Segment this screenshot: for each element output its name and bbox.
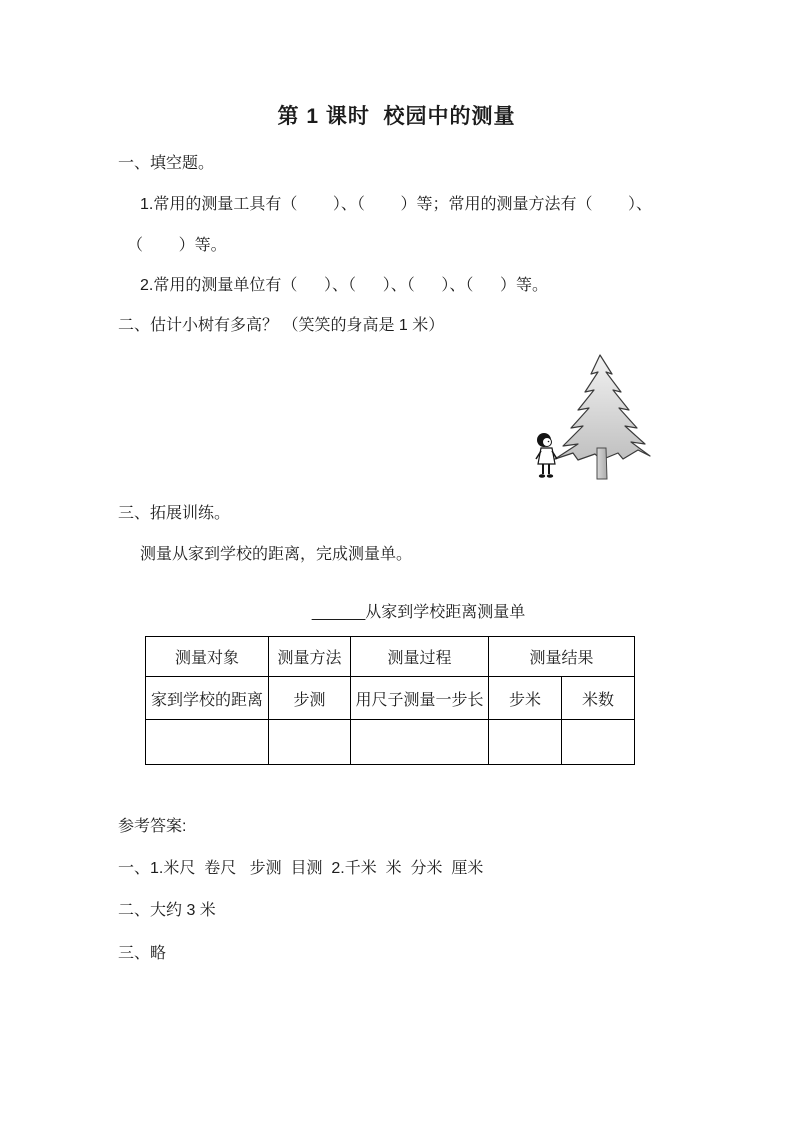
header-cell-object: 测量对象 [146,637,269,677]
measure-sheet-title [303,584,525,622]
empty-cell-method [269,720,351,765]
header-cell-result: 测量结果 [489,637,635,677]
answer-line-1: 一、1.米尺 卷尺 步测 目测 2.千米 米 分米 厘米 [118,860,484,877]
empty-cell-object [146,720,269,765]
empty-cell-meters [562,720,635,765]
girl-icon [536,433,557,478]
answer-line-2: 二、大约 3 米 [118,902,216,919]
table-header-row [146,637,635,677]
cell-meters: 米数 [562,677,635,720]
empty-cell-steps [489,720,562,765]
cell-method: 步测 [269,677,351,720]
page-title: 第 1 课时 校园中的测量 [277,105,516,128]
header-cell-method: 测量方法 [269,637,351,677]
pine-tree-and-girl-svg [533,352,658,482]
empty-cell-process [351,720,489,765]
header-cell-process: 测量过程 [351,637,489,677]
cell-steps: 步米 [489,677,562,720]
section-three-heading: 三、拓展训练。 [118,505,231,522]
section-two-heading: 二、估计小树有多高？ （笑笑的身高是 1 米） [118,317,445,334]
cell-process: 用尺子测量一步长 [351,677,489,720]
measurement-table [145,636,635,765]
cell-object: 家到学校的距离 [146,677,269,720]
measure-sheet-title-text: 从家到学校距离测量单 [365,604,526,621]
extension-intro: 测量从家到学校的距离，完成测量单。 [140,546,413,563]
fill-item2: 2.常用的测量单位有（ ）、（ ）、（ ）、（ ）等。 [140,277,549,294]
table-row [146,677,635,720]
pine-tree-icon [555,355,650,479]
section-one-heading: 一、填空题。 [118,155,215,172]
fill-item1-line1: 1.常用的测量工具有（ ）、（ ）等；常用的测量方法有（ ）、 [140,196,653,213]
fill-item1-line2: （ ）等。 [127,237,227,254]
answers-heading: 参考答案: [118,818,187,835]
answer-line-3: 三、略 [118,945,167,962]
tree-height-illustration [533,352,658,482]
table-empty-row [146,720,635,765]
measure-sheet-title-blank: ______ [311,604,366,621]
